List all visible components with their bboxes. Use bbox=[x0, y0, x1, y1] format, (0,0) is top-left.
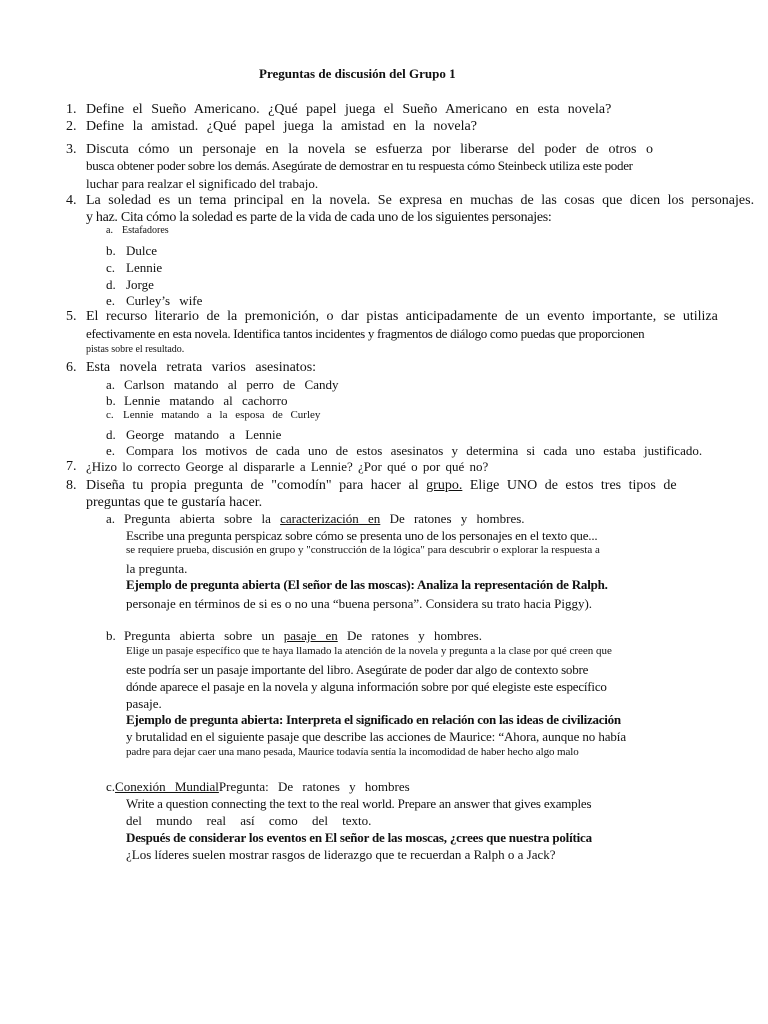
list-item-label: b. bbox=[106, 393, 116, 408]
underlined-term: pasaje en bbox=[283, 628, 338, 643]
list-item-label: c. bbox=[106, 409, 114, 421]
underlined-term: Conexión Mundial bbox=[115, 779, 219, 794]
question-5-line: pistas sobre el resultado. bbox=[86, 344, 185, 355]
option-c-heading-end: Pregunta: De ratones y hombres bbox=[218, 779, 410, 794]
list-item-label: b. bbox=[106, 243, 116, 258]
option-a-heading-end: De ratones y hombres. bbox=[389, 511, 525, 526]
question-4-line: La soledad es un tema principal en la novela. Se expresa en muchas de las cosas que dicen los personajes. bbox=[86, 193, 755, 208]
list-item: Lennie bbox=[126, 260, 163, 275]
list-item: Estafadores bbox=[122, 225, 169, 236]
option-b-line: dónde aparece el pasaje en la novela y alguna información sobre por qué elegiste este específico bbox=[126, 679, 607, 694]
question-8-line: preguntas que te gustaría hacer. bbox=[86, 495, 263, 510]
option-b-example: Ejemplo de pregunta abierta: Interpreta el significado en relación con las ideas de civilización bbox=[126, 712, 621, 727]
list-item-label: a. bbox=[106, 377, 116, 392]
question-6-number: 6. bbox=[66, 360, 77, 375]
list-item-label: d. bbox=[106, 277, 116, 292]
list-item-label: b. bbox=[106, 628, 116, 643]
list-item-label: c. bbox=[106, 260, 116, 275]
option-a-heading-start: Pregunta abierta sobre la bbox=[124, 511, 271, 526]
option-a-line: Escribe una pregunta perspicaz sobre cómo se presenta uno de los personajes en el texto que... bbox=[126, 528, 598, 543]
option-b-line: pasaje. bbox=[126, 696, 162, 711]
page-title: Preguntas de discusión del Grupo 1 bbox=[259, 66, 456, 81]
option-c-example: Después de considerar los eventos en El señor de las moscas, ¿crees que nuestra política bbox=[126, 830, 592, 845]
option-a-heading bbox=[124, 512, 525, 525]
list-item: Lennie matando al cachorro bbox=[124, 393, 288, 408]
question-8-line bbox=[86, 479, 677, 493]
question-5-number: 5. bbox=[66, 309, 77, 324]
question-3-line: luchar para realzar el significado del trabajo. bbox=[86, 176, 319, 191]
list-item: George matando a Lennie bbox=[126, 427, 282, 442]
option-a-line: se requiere prueba, discusión en grupo y "construcción de la lógica" para descubrir o explorar la respuesta a bbox=[126, 544, 600, 556]
list-item: Compara los motivos de cada uno de estos asesinatos y determina si cada uno estaba justificado. bbox=[126, 443, 703, 458]
list-item-label: c. bbox=[106, 779, 116, 794]
option-b-heading bbox=[124, 629, 482, 642]
option-b-example-cont: padre para dejar caer una mano pesada, Maurice todavía sentía la incomodidad de haber hecho algo malo bbox=[126, 746, 579, 758]
list-item-label: a. bbox=[106, 225, 113, 236]
list-item: Jorge bbox=[126, 277, 154, 292]
option-a-example-cont: personaje en términos de si es o no una “buena persona”. Considera su trato hacia Piggy). bbox=[126, 596, 593, 611]
option-b-line: este podría ser un pasaje importante del libro. Asegúrate de poder dar algo de contexto sobre bbox=[126, 662, 589, 677]
question-3-line: Discuta cómo un personaje en la novela se esfuerza por liberarse del poder de otros o bbox=[86, 142, 653, 157]
list-item: Dulce bbox=[126, 243, 158, 258]
question-8-line-start: Diseña tu propia pregunta de "comodín" para hacer al bbox=[86, 478, 419, 493]
option-a-example: Ejemplo de pregunta abierta (El señor de las moscas): Analiza la representación de Ralph. bbox=[126, 577, 608, 592]
question-2-number: 2. bbox=[66, 119, 77, 134]
question-1-text: Define el Sueño Americano. ¿Qué papel juega el Sueño Americano en esta novela? bbox=[86, 102, 612, 117]
question-4-number: 4. bbox=[66, 193, 77, 208]
option-c-heading bbox=[106, 780, 410, 793]
question-3-line: busca obtener poder sobre los demás. Asegúrate de demostrar en tu respuesta cómo Steinbeck utiliza este poder bbox=[86, 158, 633, 173]
option-c-line: del mundo real así como del texto. bbox=[126, 813, 372, 828]
option-b-line: Elige un pasaje específico que te haya llamado la atención de la novela y pregunta a la clase por qué creen que bbox=[126, 645, 612, 657]
list-item-label: e. bbox=[106, 443, 116, 458]
underlined-term: caracterización en bbox=[280, 511, 381, 526]
list-item-label: a. bbox=[106, 511, 116, 526]
question-3-number: 3. bbox=[66, 142, 77, 157]
option-c-line: Write a question connecting the text to the real world. Prepare an answer that gives examples bbox=[126, 796, 592, 811]
question-4-line: y haz. Cita cómo la soledad es parte de la vida de cada uno de los siguientes personajes: bbox=[86, 210, 552, 225]
question-5-line: El recurso literario de la premonición, o dar pistas anticipadamente de un evento importante, se utiliza bbox=[86, 309, 718, 324]
list-item: Carlson matando al perro de Candy bbox=[124, 377, 339, 392]
question-5-line: efectivamente en esta novela. Identifica tantos incidentes y fragmentos de diálogo como puedas que proporcionen bbox=[86, 326, 645, 341]
option-b-heading-start: Pregunta abierta sobre un bbox=[124, 628, 275, 643]
question-8-number: 8. bbox=[66, 478, 77, 493]
list-item-label: e. bbox=[106, 293, 116, 308]
underlined-term: grupo. bbox=[426, 478, 463, 493]
list-item: Lennie matando a la esposa de Curley bbox=[123, 409, 321, 421]
option-b-example-cont: y brutalidad en el siguiente pasaje que describe las acciones de Maurice: “Ahora, aunque no había bbox=[126, 729, 626, 744]
question-8-line-end: Elige UNO de estos tres tipos de bbox=[469, 478, 677, 493]
question-6-text: Esta novela retrata varios asesinatos: bbox=[86, 360, 317, 375]
question-7-text: ¿Hizo lo correcto George al dispararle a Lennie? ¿Por qué o por qué no? bbox=[86, 459, 489, 474]
option-b-heading-end: De ratones y hombres. bbox=[347, 628, 482, 643]
list-item: Curley’s wife bbox=[126, 293, 203, 308]
option-c-example-cont: ¿Los líderes suelen mostrar rasgos de liderazgo que te recuerdan a Ralph o a Jack? bbox=[126, 847, 556, 862]
option-a-line: la pregunta. bbox=[126, 561, 188, 576]
question-7-number: 7. bbox=[66, 459, 77, 474]
question-1-number: 1. bbox=[66, 102, 77, 117]
question-2-text: Define la amistad. ¿Qué papel juega la amistad en la novela? bbox=[86, 119, 477, 134]
list-item-label: d. bbox=[106, 427, 116, 442]
